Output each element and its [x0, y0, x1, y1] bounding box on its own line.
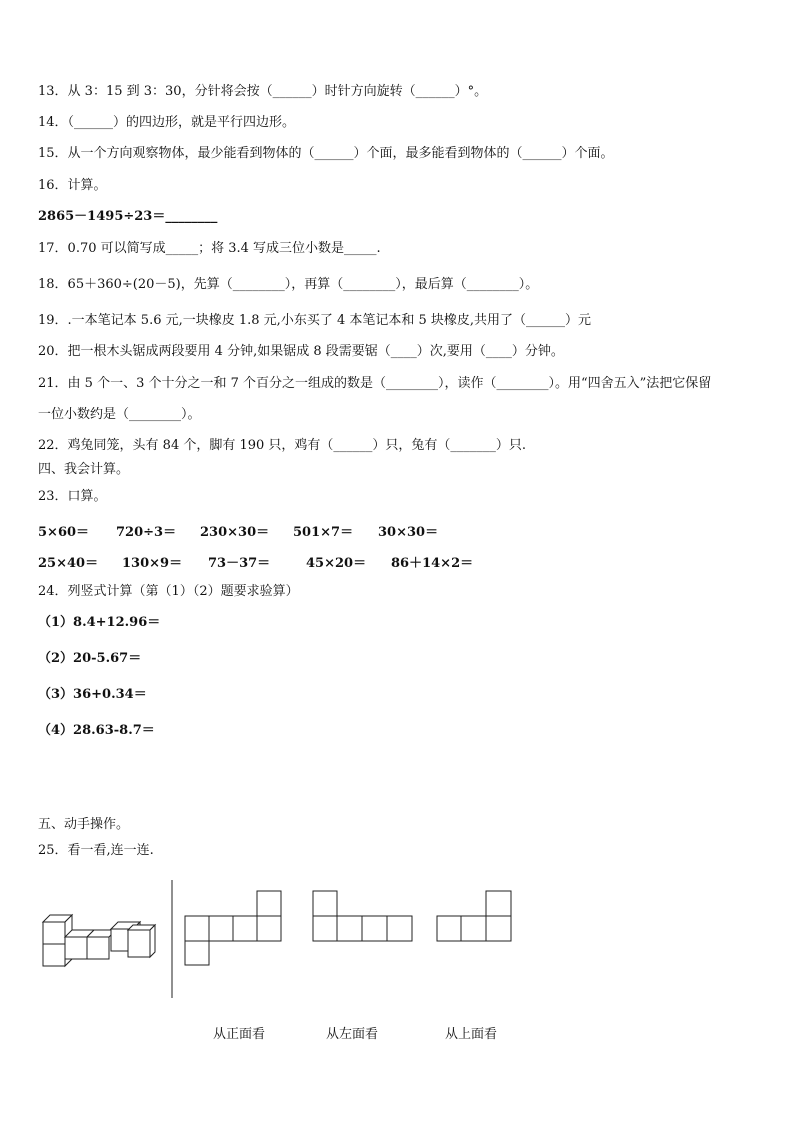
q22: 22．鸡兔同笼，头有 84 个，脚有 190 只，鸡有（______）只，兔有（_______）只.	[38, 438, 527, 453]
oral-item: 86＋14×2＝	[391, 556, 474, 571]
view-label-top: 从上面看	[445, 1027, 498, 1042]
q24-item-1: （1）8.4+12.96＝	[38, 615, 161, 630]
q21-line2: 一位小数约是（________）。	[38, 407, 201, 422]
view-label-front: 从正面看	[213, 1027, 266, 1042]
cube-stack-3d	[43, 915, 155, 966]
q25: 25．看一看,连一连.	[38, 843, 154, 858]
oral-item: 230×30＝	[200, 525, 270, 540]
view-grid-1	[185, 891, 281, 965]
q19: 19．.一本笔记本 5.6 元,一块橡皮 1.8 元,小东买了 4 本笔记本和 5 块橡皮,共用了（______）元	[38, 313, 592, 328]
q14: 14．（______）的四边形，就是平行四边形。	[38, 115, 296, 130]
q21-line1: 21．由 5 个一、3 个十分之一和 7 个百分之一组成的数是（________），读作（________）。用“四舍五入”法把它保留	[38, 376, 712, 391]
oral-item: 501×7＝	[293, 525, 354, 540]
q20: 20．把一根木头锯成两段要用 4 分钟,如果锯成 8 段需要锯（____）次,要用（____）分钟。	[38, 344, 564, 359]
section-5-heading: 五、动手操作。	[38, 817, 130, 832]
q24-item-2: （2）20-5.67＝	[38, 651, 142, 666]
oral-item: 720÷3＝	[116, 525, 177, 540]
view-label-left: 从左面看	[326, 1027, 379, 1042]
q23: 23．口算。	[38, 489, 107, 504]
q24: 24．列竖式计算（第（1）（2）题要求验算）	[38, 584, 299, 599]
oral-item: 73－37＝	[208, 556, 271, 571]
q18: 18．65＋360÷(20－5)，先算（________），再算（________），最后算（________）。	[38, 277, 539, 292]
q17: 17．0.70 可以简写成_____；将 3.4 写成三位小数是_____.	[38, 241, 381, 256]
q16-expression: 2865－1495÷23＝________	[38, 209, 218, 224]
oral-item: 5×60＝	[38, 525, 90, 540]
q24-item-4: （4）28.63-8.7＝	[38, 723, 155, 738]
section-4-heading: 四、我会计算。	[38, 462, 130, 477]
q15: 15．从一个方向观察物体，最少能看到物体的（______）个面，最多能看到物体的（______）个面。	[38, 146, 614, 161]
view-grid-2	[313, 891, 412, 941]
oral-item: 25×40＝	[38, 556, 99, 571]
oral-item: 45×20＝	[306, 556, 367, 571]
q24-item-3: （3）36+0.34＝	[38, 687, 147, 702]
q13: 13．从 3：15 到 3：30，分针将会按（______）时针方向旋转（______）°。	[38, 84, 488, 99]
q16: 16．计算。	[38, 178, 107, 193]
view-grid-3	[437, 891, 511, 941]
oral-item: 130×9＝	[122, 556, 183, 571]
oral-item: 30×30＝	[378, 525, 439, 540]
